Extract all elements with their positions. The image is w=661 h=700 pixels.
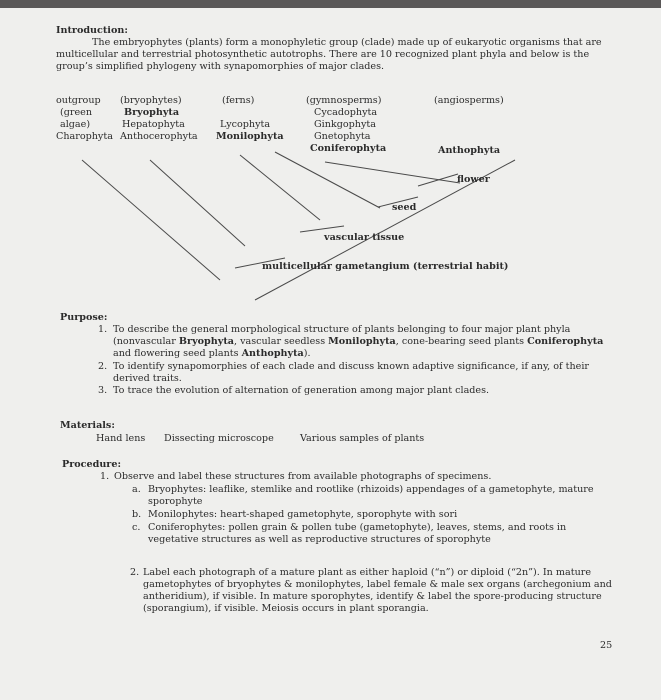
procedure-step-2-line-1: Label each photograph of a mature plant as either haploid (“n”) or diploid (“2n”). In mature [143,567,592,578]
purpose-item-2-number: 2. [98,361,108,372]
material-hand-lens: Hand lens [96,433,146,444]
synapomorphy-multicellular-gametangium: multicellular gametangium (terrestrial habit) [262,261,509,272]
outgroup-green: (green [60,107,93,118]
procedure-step-1a-line-2: sporophyte [148,496,203,507]
material-dissecting-microscope: Dissecting microscope [164,433,274,444]
procedure-step-2-number: 2. [130,567,140,578]
bryophytes-label: (bryophytes) [120,95,182,106]
taxon-hepatophyta: Hepatophyta [122,119,185,130]
purpose-item-3-number: 3. [98,385,108,396]
procedure-step-1b-line-1: Monilophytes: heart-shaped gametophyte, sporophyte with sori [148,509,458,520]
gymnosperms-label: (gymnosperms) [306,95,382,106]
procedure-step-1: Observe and label these structures from available photographs of specimens. [114,471,492,482]
flower-tick [418,174,458,186]
procedure-step-1b-letter: b. [132,509,142,520]
taxon-charophyta: Charophyta [56,131,113,142]
procedure-heading: Procedure: [62,459,121,470]
intro-line-1: The embryophytes (plants) form a monophyletic group (clade) made up of eukaryotic organisms that are [92,37,602,48]
procedure-step-1c-line-1: Coniferophytes: pollen grain & pollen tube (gametophyte), leaves, stems, and roots in [148,522,567,533]
purpose-item-1-line-2: (nonvascular Bryophyta, vascular seedless Monilophyta, cone-bearing seed plants Coniferophyta [113,336,604,347]
procedure-step-2-line-3: antheridium), if visible. In mature sporophytes, identify & label the spore-producing structure [143,591,602,602]
purpose-heading: Purpose: [60,312,108,323]
procedure-step-1a-line-1: Bryophytes: leaflike, stemlike and rootlike (rhizoids) appendages of a gametophyte, mature [148,484,594,495]
angiosperms-label: (angiosperms) [434,95,504,106]
materials-heading: Materials: [60,420,115,431]
taxon-gnetophyta: Gnetophyta [314,131,371,142]
outgroup-algae: algae) [60,119,91,130]
taxon-cycadophyta: Cycadophyta [314,107,378,118]
charophyta-branch [82,160,220,280]
procedure-step-2-line-2: gametophytes of bryophytes & monilophytes, label female & male sex organs (archegonium and [143,579,612,590]
taxon-ginkgophyta: Ginkgophyta [314,119,376,130]
taxon-coniferophyta: Coniferophyta [310,143,387,154]
intro-line-2: multicellular and terrestrial photosynthetic autotrophs. There are 10 recognized plant phyla and below is the [56,49,590,60]
taxon-monilophyta: Monilophyta [216,131,284,142]
taxon-anthophyta: Anthophyta [438,145,501,156]
taxon-bryophyta: Bryophyta [124,107,180,118]
procedure-step-1a-letter: a. [132,484,141,495]
purpose-item-1-number: 1. [98,324,108,335]
monilophyta-branch [240,155,320,220]
outgroup-label: outgroup [56,95,101,106]
material-plant-samples: Various samples of plants [300,433,425,444]
intro-line-3: group’s simplified phylogeny with synapomorphies of major clades. [56,61,385,72]
ferns-label: (ferns) [222,95,255,106]
synapomorphy-seed: seed [392,202,417,213]
purpose-item-3-line-1: To trace the evolution of alternation of generation among major plant clades. [113,385,490,396]
procedure-step-1c-letter: c. [132,522,141,533]
synapomorphy-flower: flower [457,174,490,185]
purpose-item-1-line-3: and flowering seed plants Anthophyta). [113,348,311,359]
procedure-step-1-number: 1. [100,471,110,482]
coniferophyta-branch [275,152,380,208]
taxon-lycophyta: Lycophyta [220,119,271,130]
purpose-item-2-line-2: derived traits. [113,373,182,384]
procedure-step-2-line-4: (sporangium), if visible. Meiosis occurs in plant sporangia. [143,603,429,614]
bryophyta-branch [150,160,245,246]
intro-heading: Introduction: [56,25,128,36]
procedure-step-1c-line-2: vegetative structures as well as reproductive structures of sporophyte [148,534,491,545]
synapomorphy-vascular-tissue: vascular tissue [324,232,405,243]
page-number: 25 [600,640,613,651]
purpose-item-2-line-1: To identify synapomorphies of each clade and discuss known adaptive significance, if any, of their [113,361,589,372]
taxon-anthocerophyta: Anthocerophyta [120,131,198,142]
purpose-item-1-line-1: To describe the general morphological structure of plants belonging to four major plant phyla [113,324,571,335]
